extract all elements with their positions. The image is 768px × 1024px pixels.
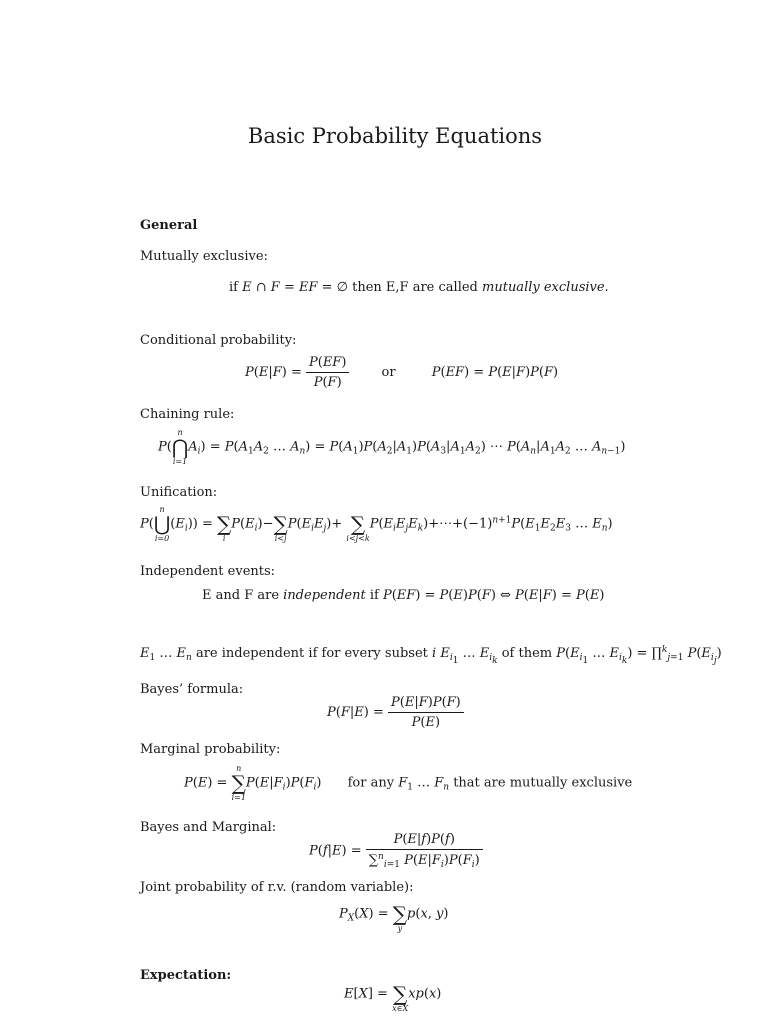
label-chaining-rule: Chaining rule: xyxy=(140,407,235,422)
statement-n-independent: $E_1$ … $E_n$ are independent if for every subset i $E_{i_1}$ … $E_{i_k}$ of them $P(E_{i_1}$ … $E_{i_k}$) = ∏$^k_{j=1}$ $P(E_{i_j})$ xyxy=(140,645,722,666)
label-unification: Unification: xyxy=(140,485,218,500)
equation-marginal-probability: P(E) = n ∑ i=1 $P(E|F_i)P(F_i)$ for any $F_1$ … $F_n$ that are mutually exclusive xyxy=(184,764,633,802)
label-bayes-and-marginal: Bayes and Marginal: xyxy=(140,820,277,835)
section-heading-expectation: Expectation: xyxy=(140,968,232,983)
page-title: Basic Probability Equations xyxy=(247,124,543,148)
label-independent-events: Independent events: xyxy=(140,564,276,579)
label-joint-probability: Joint probability of r.v. (random variable): xyxy=(140,880,414,895)
equation-bayes-and-marginal: P(f|E) = $\frac{P(E|f)P(f)}{\sum^n_{i=1} P(E|F_i)P(F_i)}$ xyxy=(309,832,483,870)
label-mutually-exclusive: Mutually exclusive: xyxy=(140,249,268,264)
equation-unification: P( n ⋃ i=0 $(E_i)$) = ∑ i $P(E_i)-$ ∑ i<j $P(E_iE_j)+$ ∑ i<j<k $P(E_iE_jE_k)+\cdots+(-1)^{n+1}P(E_1E_2E_3$ … $E_n$) xyxy=(140,505,613,543)
equation-mutually-exclusive: if E ∩ F = EF = ∅ then E,F are called mutually exclusive. xyxy=(229,280,609,295)
label-conditional-probability: Conditional probability: xyxy=(140,333,297,348)
equation-expectation: E[X] = ∑ x∈X xp(x) xyxy=(344,982,442,1013)
label-marginal-probability: Marginal probability: xyxy=(140,742,281,757)
section-heading-general: General xyxy=(140,218,198,233)
equation-bayes-formula: P(F|E) = $\frac{P(E|F)P(F)}{P(E)}$ xyxy=(327,695,464,730)
equation-chaining-rule: P( n ⋂ i=1 $A_i) = P(A_1A_2$ … $A_n) = P(A_1)P(A_2|A_1)P(A_3|A_1A_2)$ ⋯ $P(A_n|A_1A_2$ … $A_{n-1}$) xyxy=(158,428,626,466)
equation-independent-events: E and F are independent if P(EF) = P(E)P(F) ⇔ P(E|F) = P(E) xyxy=(202,588,605,603)
equation-conditional-probability: P(E|F) = $\frac{P(EF)}{P(F)}$ or P(EF) = P(E|F)P(F) xyxy=(245,355,559,390)
label-bayes-formula: Bayes’ formula: xyxy=(140,682,244,697)
equation-joint-probability: $P_X(X)$ = ∑ y p(x, y) xyxy=(339,902,449,933)
